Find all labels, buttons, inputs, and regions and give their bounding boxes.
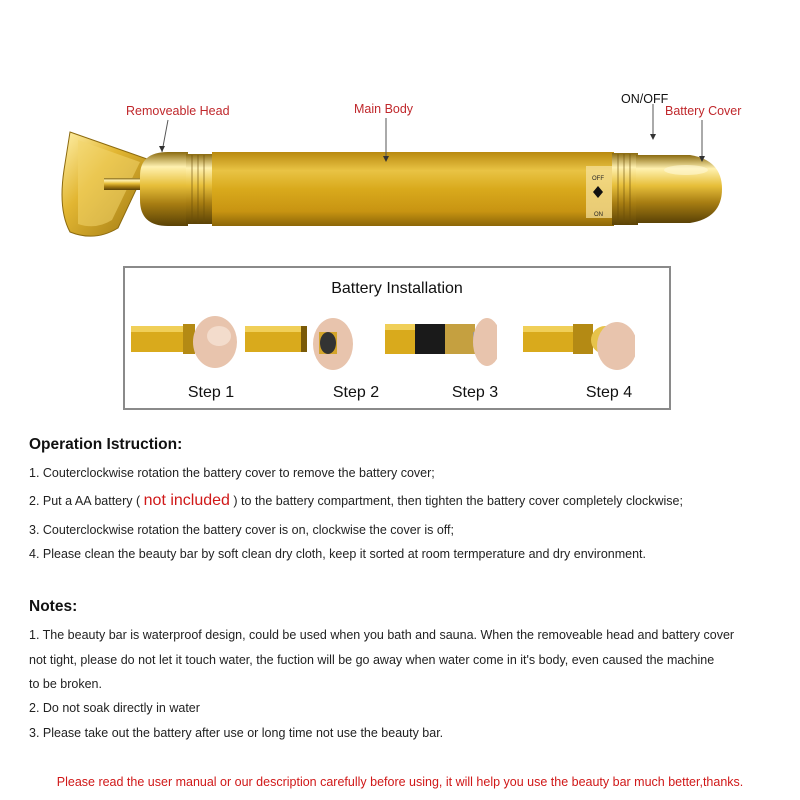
step-3-label: Step 3 bbox=[451, 384, 499, 401]
operation-item-2-prefix: 2. Put a AA battery ( bbox=[29, 494, 144, 508]
operation-item-2 bbox=[29, 492, 683, 510]
step-2-image bbox=[245, 312, 357, 374]
operation-item-3: 3. Couterclockwise rotation the battery cover is on, clockwise the cover is off; bbox=[29, 523, 454, 537]
notes-line-2: not tight, please do not let it touch water, the fuction will be go away when water come in it's body, even caused the machine bbox=[29, 653, 715, 667]
notes-line-5: 3. Please take out the battery after use or long time not use the beauty bar. bbox=[29, 726, 444, 740]
beauty-bar-illustration bbox=[0, 0, 800, 260]
operation-item-4: 4. Please clean the beauty bar by soft clean dry cloth, keep it sorted at room termperature and dry environment. bbox=[29, 547, 646, 561]
operation-item-2-suffix: ) to the battery compartment, then tighten the battery cover completely clockwise; bbox=[229, 494, 683, 508]
switch-on-text: ON bbox=[594, 212, 603, 218]
step-3-image bbox=[385, 312, 497, 374]
battery-installation-title: Battery Installation bbox=[331, 280, 463, 297]
not-included-highlight: not included bbox=[143, 492, 230, 509]
operation-item-1: 1. Couterclockwise rotation the battery cover to remove the battery cover; bbox=[29, 466, 435, 480]
step-1-image bbox=[131, 312, 243, 374]
battery-cover-label: Battery Cover bbox=[665, 104, 742, 118]
step-4-label: Step 4 bbox=[585, 384, 633, 401]
notes-line-1: 1. The beauty bar is waterproof design, could be used when you bath and sauna. When the removeable head and battery cover bbox=[29, 628, 735, 642]
main-body-label: Main Body bbox=[354, 102, 414, 116]
switch-off-text: OFF bbox=[592, 176, 604, 182]
battery-installation-panel bbox=[123, 266, 671, 410]
step-4-image bbox=[523, 312, 635, 374]
notes-line-3: to be broken. bbox=[29, 677, 102, 691]
notes-title: Notes: bbox=[29, 598, 78, 615]
removeable-head-label: Removeable Head bbox=[126, 104, 230, 118]
on-off-label: ON/OFF bbox=[621, 92, 669, 106]
footer-note: Please read the user manual or our description carefully before using, it will help you use the beauty bar much better,thanks. bbox=[56, 775, 744, 789]
step-2-label: Step 2 bbox=[332, 384, 380, 401]
notes-line-4: 2. Do not soak directly in water bbox=[29, 701, 200, 715]
product-diagram bbox=[0, 0, 800, 260]
operation-title: Operation Istruction: bbox=[29, 436, 183, 453]
step-1-label: Step 1 bbox=[187, 384, 235, 401]
